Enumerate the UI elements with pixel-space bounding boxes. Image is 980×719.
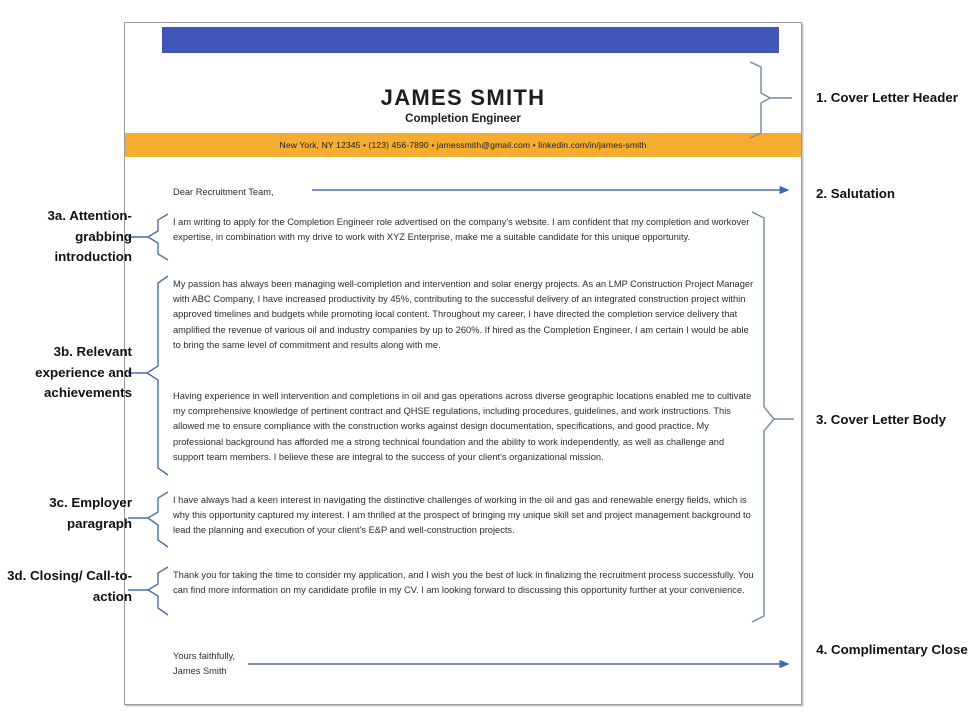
signoff-salutation: Yours faithfully,: [173, 651, 236, 661]
annotation-label-relevant-experience-and-achievements: 3b. Relevant experience and achievements: [35, 344, 132, 400]
salutation-text: Dear Recruitment Team,: [173, 187, 274, 197]
paragraph-closing: Thank you for taking the time to consider my application, and I wish you the best of luck in finalizing the recruitment process successfully. You can find more information on my candidate profile in my CV. I am looking forward to discussing this opportunity further at your convenience.: [173, 570, 754, 596]
annotation-label-cover-letter-header: 1. Cover Letter Header: [816, 90, 958, 105]
blue-accent-bar: [162, 27, 779, 53]
annotation-label-attention-grabbing-introduction: 3a. Attention-grabbing introduction: [47, 208, 132, 264]
annotation-label-salutation: 2. Salutation: [816, 186, 896, 201]
annotation-label-closing-call-to-action: 3d. Closing/ Call-to-action: [7, 568, 132, 604]
candidate-name: JAMES SMITH: [380, 85, 546, 110]
paragraph-introduction: I am writing to apply for the Completion Engineer role advertised on the company's website. I am confident that my completion and workover expertise, in combination with my drive to work with XYZ Enterprise, make me a suitable candidate for this unique opportunity.: [173, 217, 750, 243]
paragraph-experience-two: Having experience in well intervention and completions in oil and gas operations across diverse geographic locations enabled me to cultivate my comprehensive knowledge of pertinent contract and QHSE regulations, including procedures, guidelines, and work instructions. This allowed me to ensure compliance with the construction works against design documentation, specifications, and good practice. My professional background has afforded me a strong technical foundation and the ability to work independently, as well as challenge and support team members. I believe these are integral to the success of your client's organizational mission.: [173, 391, 752, 462]
contact-details-line: New York, NY 12345 • (123) 456-7890 • jamessmith@gmail.com • linkedin.com/in/james-smith: [279, 140, 647, 150]
paragraph-experience-one: My passion has always been managing well-completion and intervention and solar energy projects. As an LMP Construction Project Manager with ABC Company, I have increased productivity by 45%, contributing to the successful delivery of an integrated construction project within approved timelines and budgets while promoting local content. Throughout my career, I have directed the completion service delivery that amplified the revenue of various oil and industry companies by up to 260%. If hired as the Completion Engineer, I am certain I would be able to bring the same level of commitment and results along with me.: [173, 279, 754, 350]
candidate-job-title: Completion Engineer: [405, 113, 521, 125]
annotation-label-cover-letter-body: 3. Cover Letter Body: [816, 412, 947, 427]
signoff-block: [173, 649, 755, 679]
orange-contact-bar: [125, 133, 801, 157]
annotation-label-complimentary-close: 4. Complimentary Close: [816, 642, 968, 657]
paragraph-employer: I have always had a keen interest in navigating the distinctive challenges of working in the oil and gas and renewable energy fields, which is why this opportunity captured my interest. I am thrilled at the prospect of bringing my unique skill set and project management background to lead the planning and execution of your client's E&P and well-construction projects.: [173, 495, 751, 536]
annotation-label-employer-paragraph: 3c. Employer paragraph: [49, 495, 132, 531]
cover-letter-page: [124, 22, 802, 705]
signoff-name: James Smith: [173, 666, 227, 677]
